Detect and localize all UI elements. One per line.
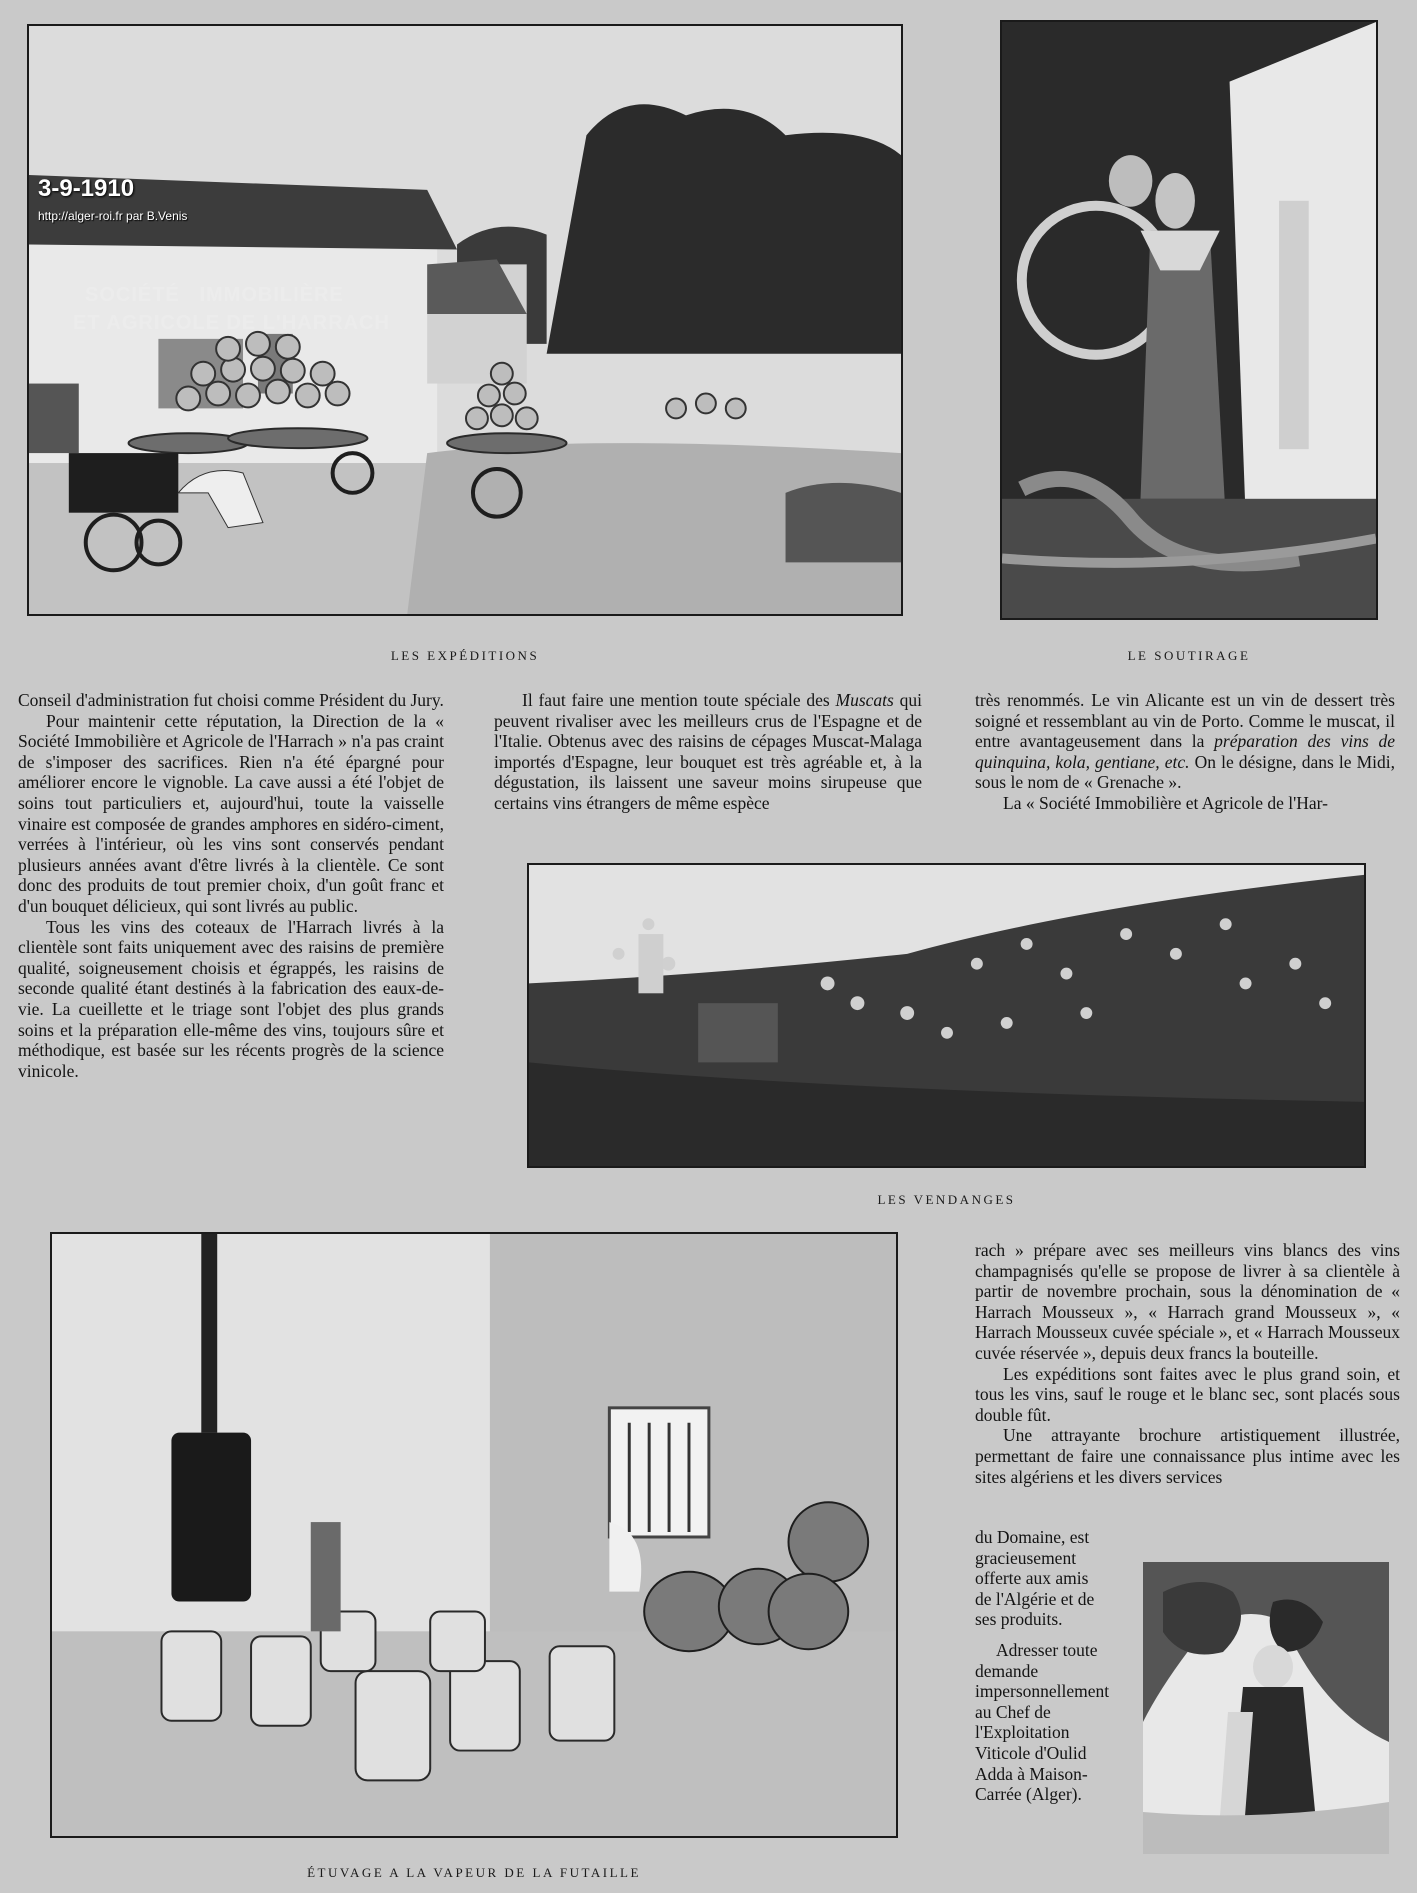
col2-text-a: Il faut faire une mention toute spéciale des — [522, 690, 830, 710]
col3-italic: préparation des vins de quinquina, kola, gentiane, etc. — [975, 731, 1396, 772]
col1-paragraph-3: Tous les vins des coteaux de l'Harrach livrés à la clientèle sont faits uniquement avec des raisins de première qualité, soigneusement choisis et égrappés, les raisins de seconde qualité étant destinés à la fabrication des eaux-de-vie. La cueillette et le triage sont l'objet des plus grands soins et la préparation elle-même des vins, toujours sûre et méthodique, est basée sur les récents progrès de la science vinicole. — [18, 916, 444, 1081]
col5-paragraph-2: Adresser toute demande impersonnellement au Chef de l'Exploitation Viticole d'Oulid Adda à Maison-Carrée (Alger). — [975, 1639, 1110, 1805]
article-column-5 — [975, 1527, 1110, 1805]
col4-paragraph-1: rach » prépare avec ses meilleurs vins blancs des vins champagnisés qu'elle se propose de livrer à sa clientèle à partir de novembre prochain, sous la dénomination de « Harrach Mousseux », « Harrach grand Mousseux », « Harrach Mousseux cuvée spéciale », et « Harrach Mousseux cuvée réservée », depuis deux francs la bouteille. — [975, 1240, 1400, 1363]
article-column-2 — [494, 690, 922, 814]
col3-paragraph-2: La « Société Immobilière et Agricole de l'Har- — [1003, 792, 1328, 813]
sign-word-immobiliere: IMMOBILIÈRE — [199, 284, 344, 306]
sign-word-societe: SOCIÉTÉ — [85, 284, 180, 306]
col4-paragraph-3: Une attrayante brochure artistiquement illustrée, permettant de faire une connaissance plus intime avec les sites algériens et les divers services — [975, 1425, 1400, 1487]
photo-vendanges — [527, 863, 1366, 1168]
col2-text-b: qui peuvent rivaliser avec les meilleurs crus de l'Espagne et de l'Italie. Obtenus avec des raisins de cépages Muscat-Malaga importés d'Espagne, leur bouquet est très agréable et, à la dégustation, ils laissent une saveur moins sirupeuse que certains vins étrangers de même espèce — [494, 690, 923, 813]
watermark-url: http://alger-roi.fr par B.Venis — [38, 209, 188, 223]
article-column-4 — [975, 1240, 1400, 1487]
watermark-date: 3-9-1910 — [38, 175, 135, 202]
article-column-3 — [975, 690, 1395, 814]
caption-expeditions: LES EXPÉDITIONS — [390, 648, 540, 663]
col3-paragraph-1 — [975, 690, 1395, 793]
caption-vendanges: LES VENDANGES — [877, 1192, 1016, 1207]
photo-soutirage — [1000, 20, 1378, 620]
photo-girl-with-grapes — [1143, 1562, 1389, 1854]
col2-paragraph — [494, 690, 922, 814]
col4-paragraph-2: Les expéditions sont faites avec le plus grand soin, et tous les vins, sauf le rouge et le blanc sec, sont placés sous double fût. — [975, 1363, 1400, 1425]
col3-text-a: très renommés. Le vin Alicante est un vin de dessert très soigné et ressemblant au vin de Porto. Comme le muscat, il entre avantageusement dans la — [975, 690, 1395, 752]
col1-paragraph-2: Pour maintenir cette réputation, la Direction de la « Société Immobilière et Agricole de l'Harrach » n'a pas craint de s'imposer des sacrifices. Rien n'a été épargné pour améliorer encore le vignoble. La cave aussi a été l'objet de soins tout particuliers et, aujourd'hui, toute la vaisselle vinaire est composée de grandes amphores en sidéro-ciment, verrées à l'intérieur, où les vins sont conservés pendant plusieurs années avant d'être livrés à la clientèle. Ce sont donc des produits de tout premier choix, d'un goût franc et d'un bouquet délicieux, qui sont livrés au public. — [18, 710, 444, 916]
photo-etuvage — [50, 1232, 898, 1838]
col3-text-b: On le désigne, dans le Midi, sous le nom de « Grenache ». — [975, 751, 1396, 793]
col1-paragraph-1: Conseil d'administration fut choisi comme Président du Jury. — [18, 690, 444, 710]
photo-expeditions — [27, 24, 903, 616]
building-sign — [85, 284, 344, 307]
article-column-1 — [18, 690, 444, 1081]
col2-muscats: Muscats — [835, 690, 894, 710]
caption-etuvage: ÉTUVAGE A LA VAPEUR DE LA FUTAILLE — [307, 1865, 641, 1880]
building-sign-line2: ET AGRICOLE DE L'HARRACH — [73, 312, 390, 334]
col5-paragraph-1: du Domaine, est gracieusement offerte aux amis de l'Algérie et de ses produits. — [975, 1527, 1095, 1630]
caption-soutirage: LE SOUTIRAGE — [1127, 648, 1251, 663]
